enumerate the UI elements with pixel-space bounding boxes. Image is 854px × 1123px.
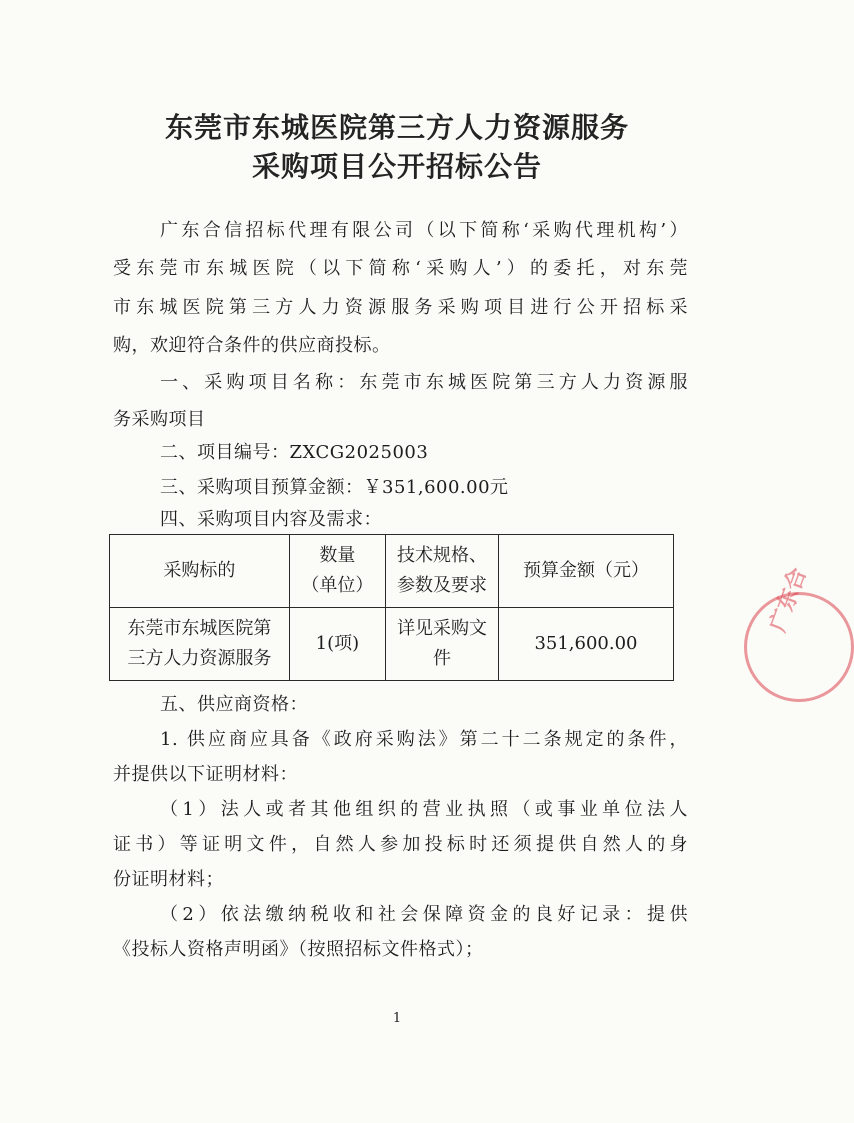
intro-line-3: 市东城医院第三方人力资源服务采购项目进行公开招标采 xyxy=(113,297,688,318)
header-spec-line-1: 技术规格、 xyxy=(396,545,487,566)
section-5-qualification-heading: 五、供应商资格： xyxy=(160,694,308,715)
header-quantity-line-2: （单位） xyxy=(301,575,374,596)
document-title-line-2: 采购项目公开招标公告 xyxy=(251,150,542,183)
cell-spec-line-2: 件 xyxy=(432,648,451,669)
section-4-requirements-heading: 四、采购项目内容及需求： xyxy=(160,509,382,530)
item-1-line-1: 1. 供应商应具备《政府采购法》第二十二条规定的条件， xyxy=(160,729,688,750)
header-spec-line-2: 参数及要求 xyxy=(396,575,487,596)
intro-line-1: 广东合信招标代理有限公司（以下简称‘采购代理机构’） xyxy=(160,220,688,241)
header-spec xyxy=(386,535,499,608)
section-3-budget: 三、采购项目预算金额：￥351,600.00元 xyxy=(160,477,509,498)
sub-item-2-line-2: 《投标人资格声明函》（按照招标文件格式）； xyxy=(113,939,484,960)
intro-line-2: 受东莞市东城医院（以下简称‘采购人’）的委托，对东莞 xyxy=(113,258,688,279)
table-row xyxy=(110,608,674,681)
cell-subject-line-1: 东莞市东城医院第 xyxy=(127,618,272,639)
section-2-project-number: 二、项目编号：ZXCG2025003 xyxy=(160,442,429,463)
item-1-line-2: 并提供以下证明材料： xyxy=(113,764,298,785)
sub-item-2-line-1: （2）依法缴纳税收和社会保障资金的良好记录：提供 xyxy=(160,904,688,925)
table-header-row xyxy=(110,535,674,608)
requirements-table xyxy=(109,534,674,681)
section-1-line-2: 务采购项目 xyxy=(113,409,206,430)
cell-budget: 351,600.00 xyxy=(498,608,673,681)
header-quantity-line-1: 数量 xyxy=(319,545,356,566)
header-budget: 预算金额（元） xyxy=(498,535,673,608)
cell-quantity: 1(项) xyxy=(289,608,385,681)
official-seal-stamp xyxy=(744,564,854,702)
sub-item-1-line-2: 证书）等证明文件，自然人参加投标时还须提供自然人的身 xyxy=(113,834,688,855)
document-title-line-1: 东莞市东城医院第三方人力资源服务 xyxy=(164,111,629,144)
section-1-line-1: 一、采购项目名称：东莞市东城医院第三方人力资源服 xyxy=(160,372,688,393)
cell-subject-line-2: 三方人力资源服务 xyxy=(127,648,272,669)
cell-spec-line-1: 详见采购文 xyxy=(396,618,487,639)
seal-text: 广东合 xyxy=(765,564,812,636)
header-quantity xyxy=(289,535,385,608)
sub-item-1-line-3: 份证明材料； xyxy=(113,869,224,890)
intro-line-4: 购，欢迎符合条件的供应商投标。 xyxy=(113,335,391,356)
header-subject: 采购标的 xyxy=(110,535,290,608)
page-number: 1 xyxy=(392,1011,402,1026)
sub-item-1-line-1: （1）法人或者其他组织的营业执照（或事业单位法人 xyxy=(160,799,688,820)
cell-subject xyxy=(110,608,290,681)
seal-clip xyxy=(744,564,812,720)
cell-spec xyxy=(386,608,499,681)
